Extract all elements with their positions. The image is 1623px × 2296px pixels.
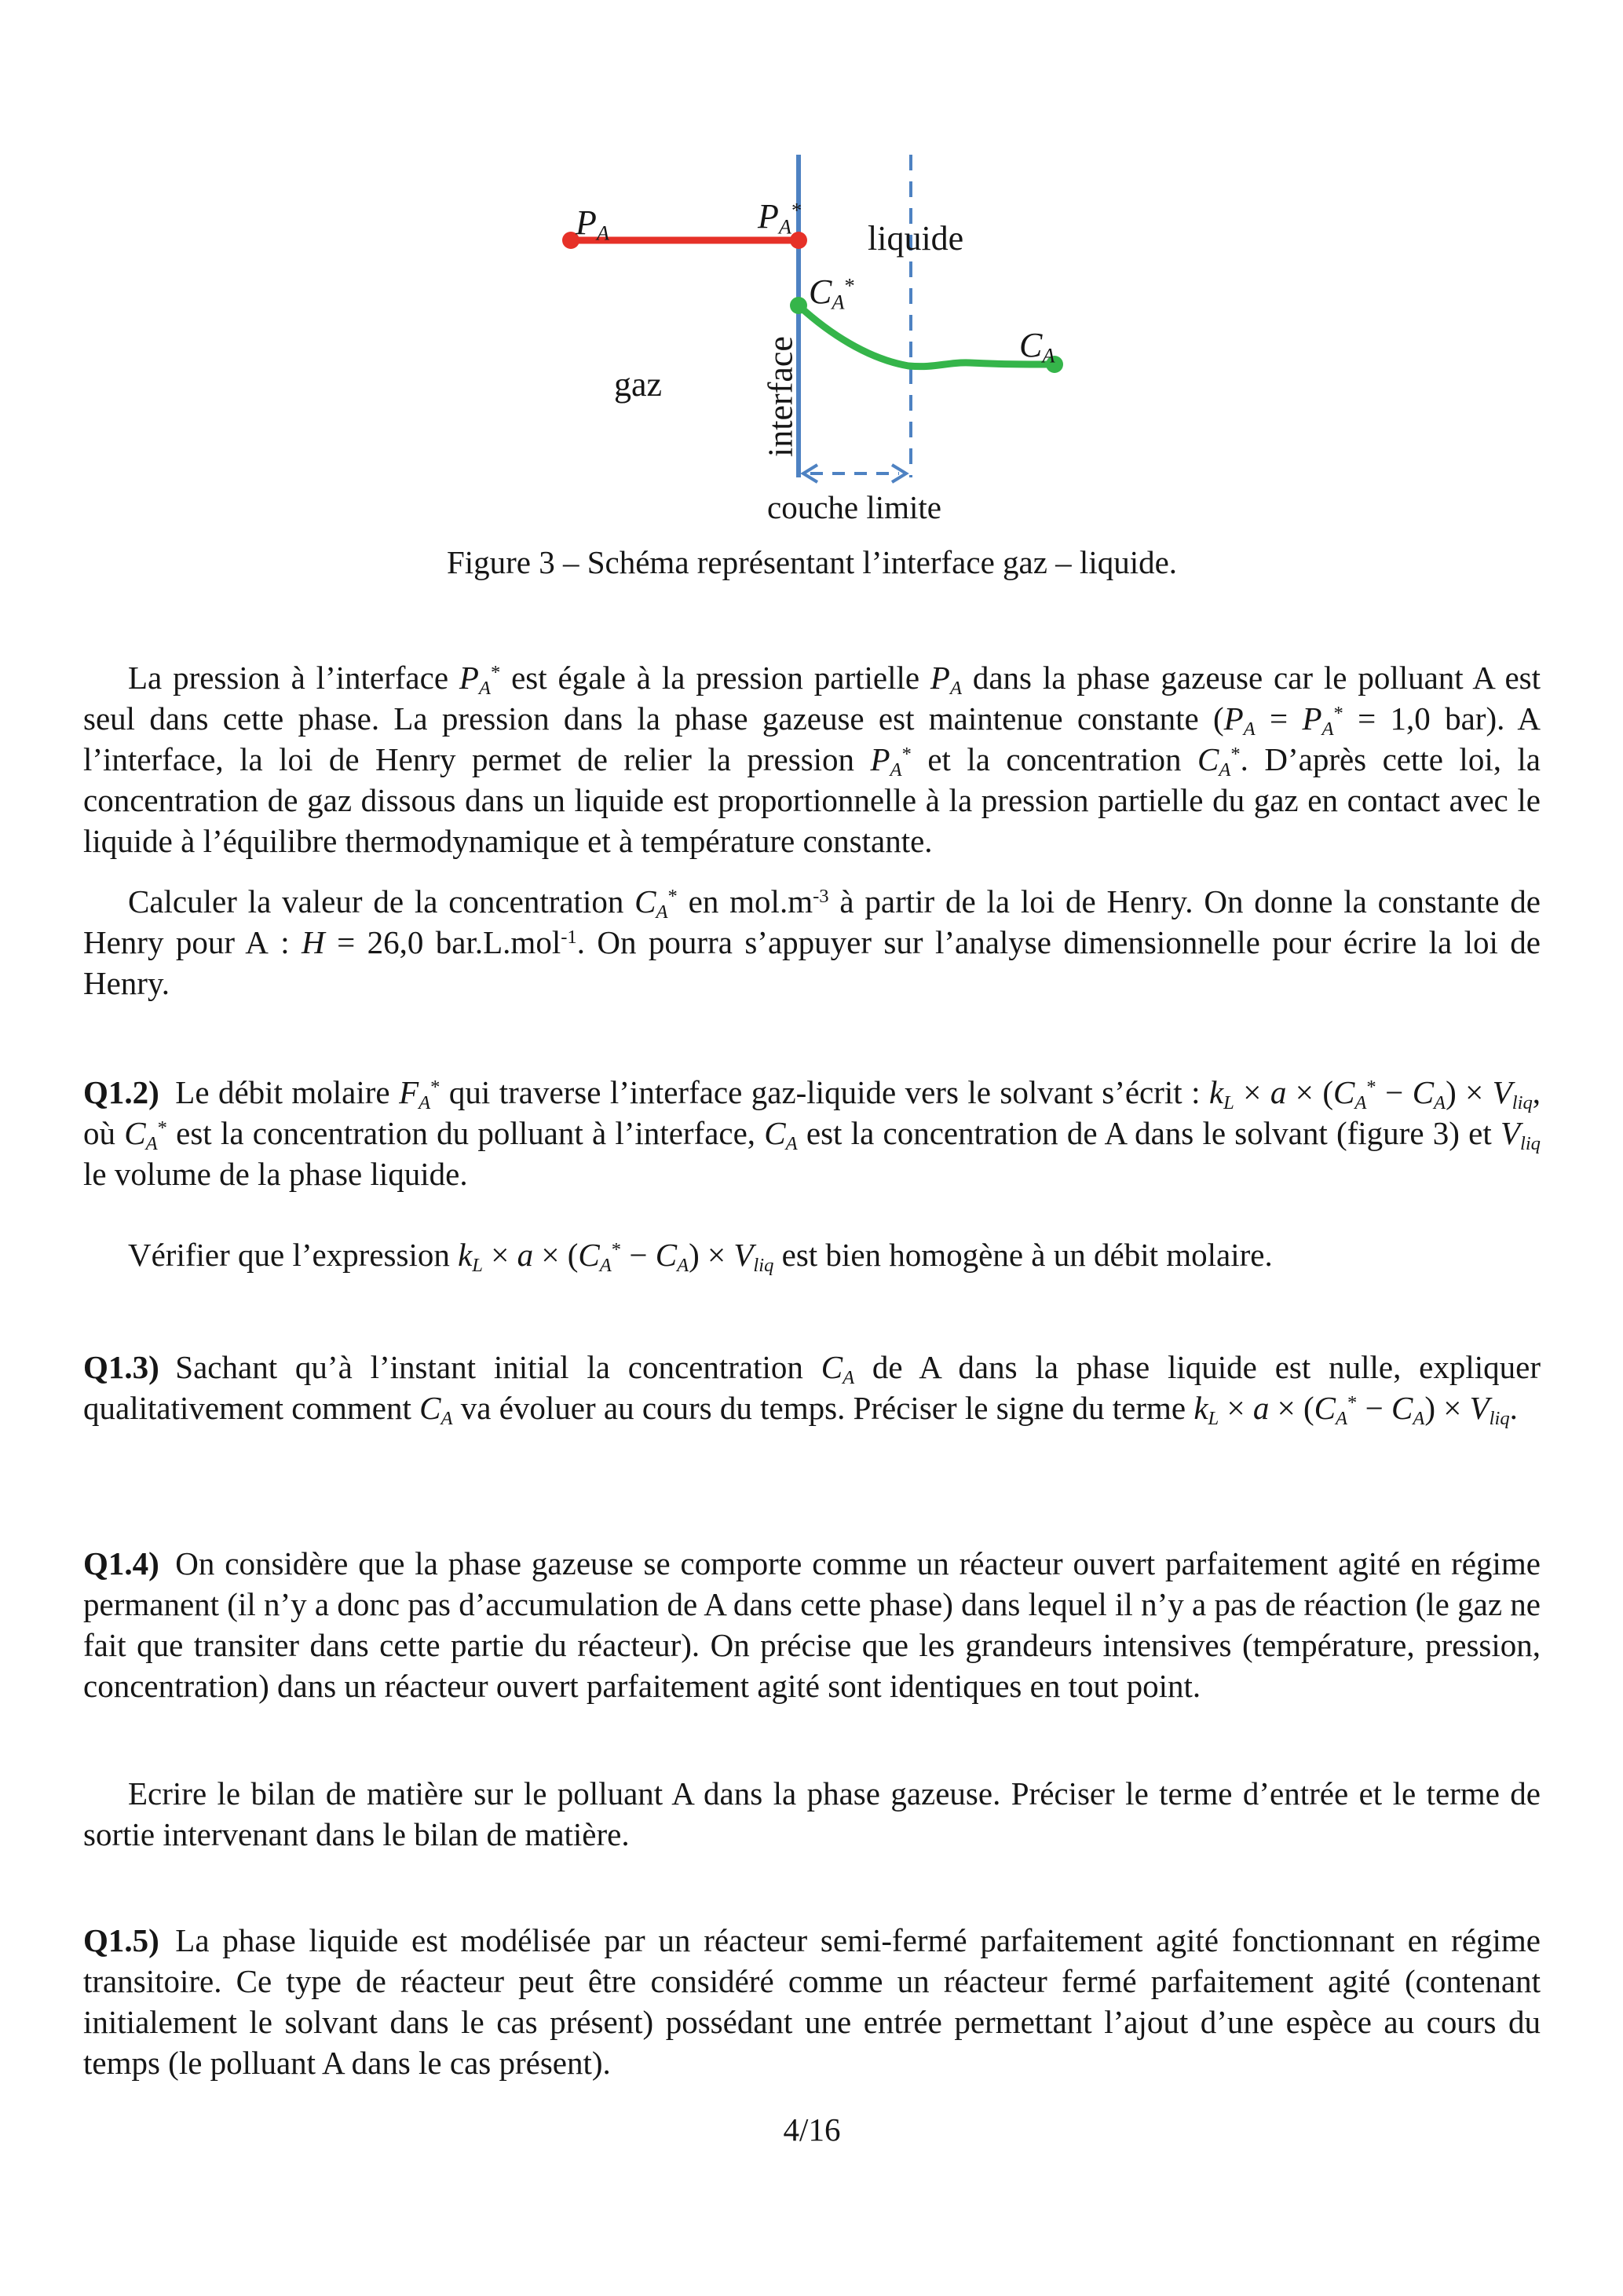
paragraph-verifier-expression: Vérifier que l’expression kL × a × (CA* − CA) × Vliq est bien homogène à un débit molaire. — [128, 1237, 1273, 1276]
concentration-curve — [799, 305, 1055, 367]
label-liquide: liquide — [868, 219, 964, 258]
question-q1-3: Q1.3) Sachant qu’à l’instant initial la concentration CA de A dans la phase liquide est nulle, expliquer qualitativement comment CA va évoluer au cours du temps. Préciser le signe du terme kL × a × (CA* − CA) × Vliq. — [83, 1349, 1541, 1429]
label-pa-star: PA* — [758, 197, 802, 239]
label-ca-star: CA* — [809, 272, 855, 314]
label-ca: CA — [1019, 326, 1055, 367]
figure-caption: Figure 3 – Schéma représentant l’interface gaz – liquide. — [446, 544, 1178, 580]
question-q1-5: Q1.5) La phase liquide est modélisée par un réacteur semi-fermé parfaitement agité fonctionnant en régime transitoire. Ce type de réacteur peut être considéré comme un réacteur fermé parfaitement agité (contenant initialement le solvant dans le cas présent) possédant une entrée permettant l’ajout d’une espèce au cours du temps (le polluant A dans le cas présent). — [83, 1922, 1541, 2081]
figure-3 — [0, 0, 1623, 612]
page-number: 4/16 — [783, 2111, 841, 2148]
label-pa: PA — [576, 203, 610, 245]
question-q1-2: Q1.2) Le débit molaire FA* qui traverse l’interface gaz-liquide vers le solvant s’écrit : kL × a × (CA* − CA) × Vliq, où CA* est la concentration du polluant à l’interface, CA est la concentration de A dans le solvant (figure 3) et Vliq le volume de la phase liquide. — [83, 1074, 1541, 1192]
paragraph-ecrire-bilan: Ecrire le bilan de matière sur le polluant A dans la phase gazeuse. Préciser le terme d’entrée et le terme de sortie intervenant dans le bilan de matière. — [83, 1775, 1541, 1852]
label-couche-limite: couche limite — [767, 489, 941, 525]
paragraph-henry-intro: La pression à l’interface PA* est égale à la pression partielle PA dans la phase gazeuse car le polluant A est seul dans cette phase. La pression dans la phase gazeuse est maintenue constante (PA = PA* = 1,0 bar). A l’interface, la loi de Henry permet de relier la pression PA* et la concentration CA*. D’après cette loi, la concentration de gaz dissous dans un liquide est proportionnelle à la pression partielle du gaz en contact avec le liquide à l’équilibre thermodynamique et à température constante. — [83, 660, 1541, 859]
label-gaz: gaz — [614, 365, 663, 404]
paragraph-calculer-ca: Calculer la valeur de la concentration CA* en $mol.m^{-3}$ à partir de la loi de Henry. On donne la constante de Henry pour A : H = 26,0 bar.L.mol$^{-1}$. On pourra s’appuyer sur l’analyse dimensionnelle pour écrire la loi de Henry. — [83, 883, 1541, 1001]
question-q1-4: Q1.4) On considère que la phase gazeuse se comporte comme un réacteur ouvert parfaitement agité en régime permanent (il n’y a donc pas d’accumulation de A dans cette phase) dans lequel il n’y a pas de réaction (le gaz ne fait que transiter dans cette partie du réacteur). On précise que les grandeurs intensives (température, pression, concentration) dans un réacteur ouvert parfaitement agité sont identiques en tout point. — [83, 1545, 1541, 1704]
ca-star-point — [790, 297, 807, 314]
label-interface: interface — [761, 336, 800, 457]
interface-diagram-canvas — [0, 0, 1623, 518]
